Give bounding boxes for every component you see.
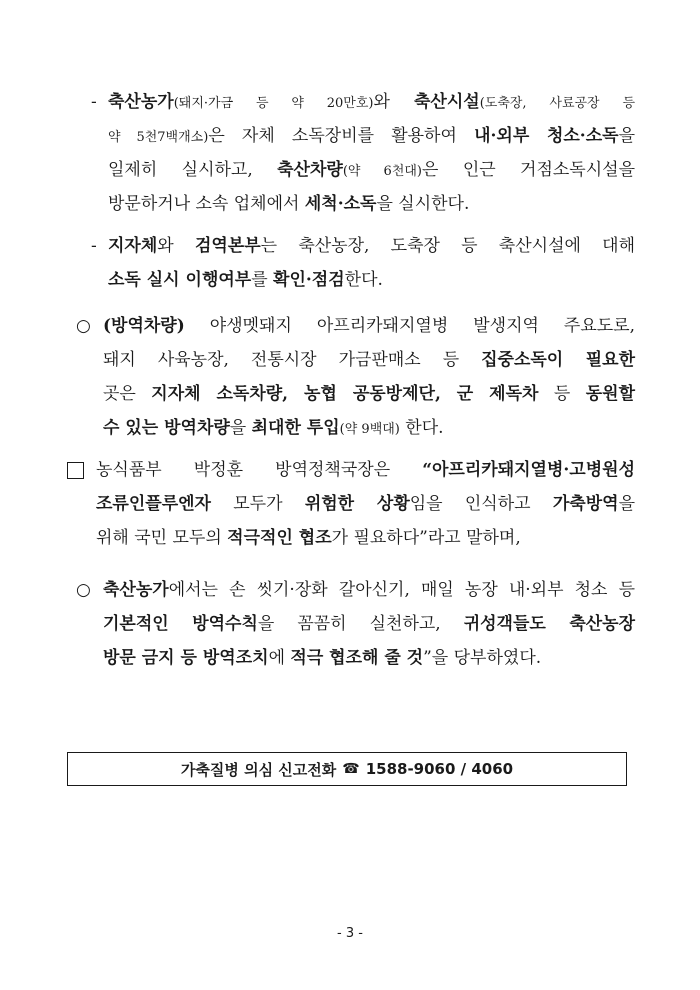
text: 에서는 손 씻기·장화 갈아신기, 매일 농장 내·외부 청소 등 bbox=[168, 580, 635, 600]
paragraph-line bbox=[108, 234, 635, 258]
square-bullet-icon bbox=[67, 462, 84, 479]
bold-text: 세척·소독 bbox=[304, 194, 377, 214]
text: 와 bbox=[373, 92, 414, 112]
bold-text: 적극적인 협조 bbox=[227, 528, 332, 548]
paragraph-line bbox=[96, 458, 635, 482]
phone-icon: ☎ bbox=[342, 761, 360, 777]
hotline-box bbox=[67, 752, 627, 786]
dash-bullet: - bbox=[91, 92, 97, 112]
bold-text: “아프리카돼지열병·고병원성 bbox=[422, 460, 635, 480]
text: 농식품부 박정훈 방역정책국장은 bbox=[96, 460, 423, 480]
paragraph-line bbox=[108, 158, 635, 184]
text: 임을 인식하고 bbox=[409, 494, 553, 514]
bold-text: 적극 협조해 줄 것 bbox=[290, 648, 424, 668]
paragraph-line bbox=[108, 192, 469, 216]
text: 와 bbox=[157, 236, 195, 256]
small-text: (약 9백대) bbox=[339, 422, 400, 437]
text: 등 bbox=[538, 384, 586, 404]
paragraph-line bbox=[103, 382, 635, 406]
bold-text: 검역본부 bbox=[194, 236, 261, 256]
text: 은 인근 거점소독시설을 bbox=[422, 160, 635, 180]
paragraph-line bbox=[103, 612, 635, 636]
paragraph-line bbox=[96, 492, 635, 516]
paragraph-line bbox=[108, 268, 383, 292]
dash-bullet: - bbox=[91, 236, 97, 256]
text: 한다. bbox=[344, 270, 383, 290]
bold-text: 지자체 bbox=[108, 236, 158, 256]
paragraph-line bbox=[103, 578, 635, 602]
bold-text: 기본적인 방역수칙 bbox=[103, 614, 258, 634]
bold-text: 조류인플루엔자 bbox=[96, 494, 211, 514]
circle-bullet: ○ bbox=[76, 580, 91, 600]
text: 를 bbox=[251, 270, 274, 290]
bold-text: 소독 실시 이행여부 bbox=[108, 270, 252, 290]
bold-text: 확인·점검 bbox=[273, 270, 345, 290]
paragraph-line bbox=[103, 646, 541, 670]
text: 을 bbox=[618, 126, 635, 146]
paragraph-line bbox=[103, 314, 635, 338]
text: 모두가 bbox=[210, 494, 305, 514]
bold-text: 귀성객들도 축산농장 bbox=[463, 614, 636, 634]
paragraph-line bbox=[108, 124, 635, 150]
paragraph-line bbox=[103, 416, 444, 442]
text: 야생멧돼지 아프리카돼지열병 발생지역 주요도로, bbox=[184, 316, 635, 336]
small-text: 약 5천7백개소) bbox=[108, 130, 209, 145]
text: 은 자체 소독장비를 활용하여 bbox=[208, 126, 475, 146]
text: 곳은 bbox=[103, 384, 152, 404]
text: 을 bbox=[229, 418, 252, 438]
bold-text: 축산차량 bbox=[277, 160, 343, 180]
bold-text: 수 있는 방역차량 bbox=[103, 418, 230, 438]
text: 을 bbox=[618, 494, 636, 514]
bold-text: 축산농가 bbox=[103, 580, 169, 600]
text: 는 축산농장, 도축장 등 축산시설에 대해 bbox=[260, 236, 635, 256]
text: 을 실시한다. bbox=[376, 194, 470, 214]
bold-text: 방문 금지 등 방역조치 bbox=[103, 648, 269, 668]
text: 을 꼼꼼히 실천하고, bbox=[257, 614, 464, 634]
small-text: (도축장, 사료공장 등 bbox=[479, 96, 636, 111]
text: 한다. bbox=[399, 418, 444, 438]
bold-text: 동원할 bbox=[585, 384, 635, 404]
text: 방문하거나 소속 업체에서 bbox=[108, 194, 305, 214]
bold-text: 집중소독이 필요한 bbox=[481, 350, 635, 370]
text: 가 필요하다”라고 말하며, bbox=[331, 528, 521, 548]
hotline-number: 1588-9060 / 4060 bbox=[365, 760, 514, 778]
text: ”을 당부하였다. bbox=[423, 648, 542, 668]
bold-text: 최대한 투입 bbox=[251, 418, 340, 438]
bold-text: 위험한 상황 bbox=[304, 494, 410, 514]
page-number: - 3 - bbox=[337, 926, 363, 941]
bold-text: 지자체 소독차량, 농협 공동방제단, 군 제독차 bbox=[151, 384, 539, 404]
text: 위해 국민 모두의 bbox=[96, 528, 228, 548]
bold-text: 축산시설 bbox=[413, 92, 480, 112]
text: 에 bbox=[268, 648, 291, 668]
hotline-label: 가축질병 의심 신고전화 bbox=[180, 760, 337, 779]
bold-text: (방역차량) bbox=[103, 316, 185, 336]
small-text: (돼지·가금 등 약 20만호) bbox=[173, 96, 374, 111]
paragraph-line bbox=[108, 90, 635, 116]
bold-text: 가축방역 bbox=[552, 494, 619, 514]
paragraph-line bbox=[103, 348, 635, 372]
small-text: (약 6천대) bbox=[342, 164, 423, 179]
text: 돼지 사육농장, 전통시장 가금판매소 등 bbox=[103, 350, 482, 370]
bold-text: 축산농가 bbox=[108, 92, 174, 112]
bold-text: 내·외부 청소·소독 bbox=[474, 126, 619, 146]
paragraph-line bbox=[96, 526, 521, 550]
text: 일제히 실시하고, bbox=[108, 160, 278, 180]
circle-bullet: ○ bbox=[76, 316, 91, 336]
